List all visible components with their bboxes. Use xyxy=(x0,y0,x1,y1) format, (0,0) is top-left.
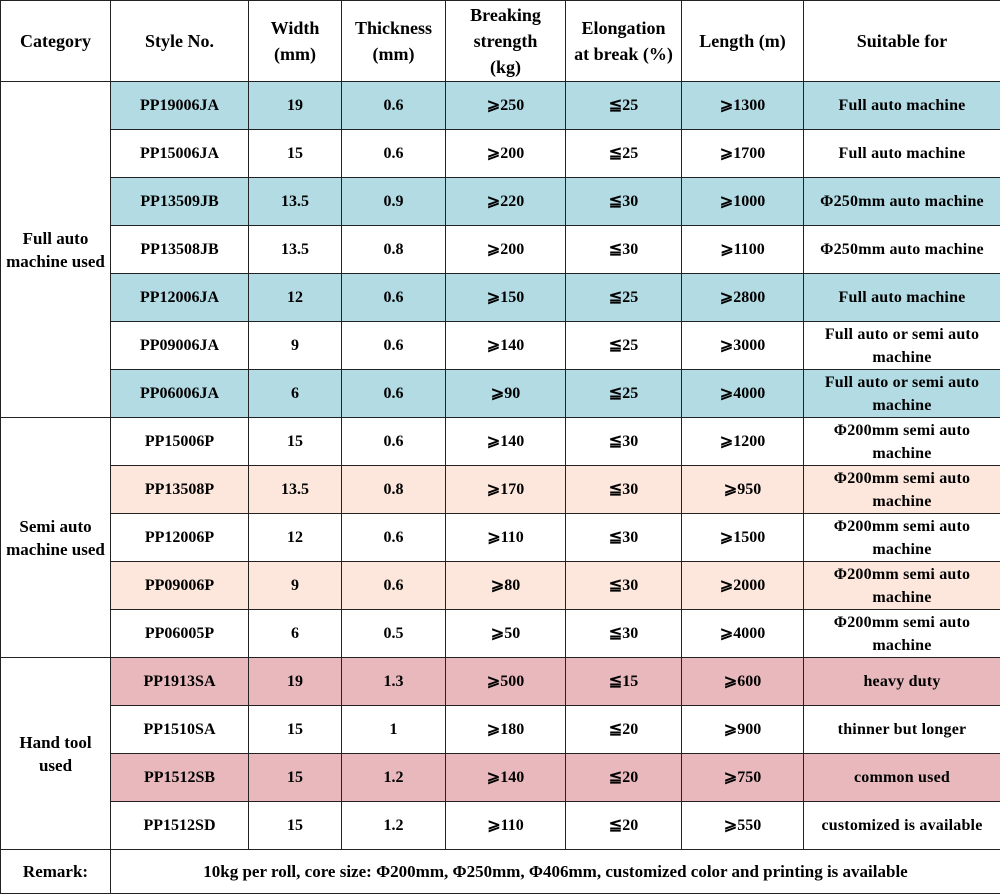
header-style-no: Style No. xyxy=(111,1,249,82)
cell-elongation: ≦30 xyxy=(566,178,682,226)
header-length: Length (m) xyxy=(682,1,804,82)
cell-length: ⩾3000 xyxy=(682,322,804,370)
cell-elongation: ≦20 xyxy=(566,802,682,850)
table-row xyxy=(1,610,1000,658)
cell-width: 12 xyxy=(249,274,342,322)
cell-elongation: ≦30 xyxy=(566,226,682,274)
cell-breaking-strength: ⩾140 xyxy=(446,754,566,802)
table-row xyxy=(1,130,1000,178)
cell-thickness: 0.6 xyxy=(342,418,446,466)
table-row xyxy=(1,562,1000,610)
cell-length: ⩾600 xyxy=(682,658,804,706)
cell-width: 6 xyxy=(249,370,342,418)
cell-breaking-strength: ⩾220 xyxy=(446,178,566,226)
table-row xyxy=(1,706,1000,754)
cell-suitable-for: Full auto or semi auto machine xyxy=(804,322,1000,370)
cell-elongation: ≦15 xyxy=(566,658,682,706)
cell-length: ⩾1000 xyxy=(682,178,804,226)
table-row xyxy=(1,178,1000,226)
table-row xyxy=(1,754,1000,802)
cell-style-no: PP12006JA xyxy=(111,274,249,322)
cell-style-no: PP1512SB xyxy=(111,754,249,802)
table-row xyxy=(1,418,1000,466)
cell-suitable-for: Φ250mm auto machine xyxy=(804,178,1000,226)
cell-elongation: ≦20 xyxy=(566,754,682,802)
cell-width: 9 xyxy=(249,322,342,370)
cell-style-no: PP15006P xyxy=(111,418,249,466)
cell-width: 15 xyxy=(249,130,342,178)
header-elongation: Elongation at break (%) xyxy=(566,1,682,82)
cell-breaking-strength: ⩾90 xyxy=(446,370,566,418)
table-row xyxy=(1,322,1000,370)
cell-thickness: 0.6 xyxy=(342,562,446,610)
cell-suitable-for: Full auto or semi auto machine xyxy=(804,370,1000,418)
cell-breaking-strength: ⩾140 xyxy=(446,322,566,370)
cell-thickness: 1.2 xyxy=(342,754,446,802)
cell-elongation: ≦20 xyxy=(566,706,682,754)
cell-elongation: ≦25 xyxy=(566,274,682,322)
table-row xyxy=(1,226,1000,274)
cell-width: 15 xyxy=(249,802,342,850)
cell-breaking-strength: ⩾170 xyxy=(446,466,566,514)
cell-thickness: 1 xyxy=(342,706,446,754)
cell-suitable-for: Φ200mm semi auto machine xyxy=(804,562,1000,610)
cell-style-no: PP09006P xyxy=(111,562,249,610)
table-row xyxy=(1,514,1000,562)
cell-breaking-strength: ⩾200 xyxy=(446,226,566,274)
table-row xyxy=(1,274,1000,322)
header-width: Width (mm) xyxy=(249,1,342,82)
remark-label: Remark: xyxy=(1,850,111,894)
remark-row xyxy=(1,850,1000,894)
cell-width: 19 xyxy=(249,658,342,706)
cell-thickness: 0.6 xyxy=(342,130,446,178)
cell-suitable-for: Φ200mm semi auto machine xyxy=(804,418,1000,466)
header-breaking-strength: Breaking strength (kg) xyxy=(446,1,566,82)
category-cell: Full auto machine used xyxy=(1,82,111,418)
cell-length: ⩾900 xyxy=(682,706,804,754)
cell-width: 15 xyxy=(249,706,342,754)
cell-breaking-strength: ⩾180 xyxy=(446,706,566,754)
cell-breaking-strength: ⩾110 xyxy=(446,802,566,850)
cell-breaking-strength: ⩾110 xyxy=(446,514,566,562)
category-cell: Hand tool used xyxy=(1,658,111,850)
cell-breaking-strength: ⩾500 xyxy=(446,658,566,706)
header-thickness: Thickness (mm) xyxy=(342,1,446,82)
cell-length: ⩾1100 xyxy=(682,226,804,274)
cell-elongation: ≦30 xyxy=(566,610,682,658)
cell-style-no: PP1913SA xyxy=(111,658,249,706)
cell-breaking-strength: ⩾140 xyxy=(446,418,566,466)
cell-width: 15 xyxy=(249,418,342,466)
cell-thickness: 1.2 xyxy=(342,802,446,850)
cell-style-no: PP06006JA xyxy=(111,370,249,418)
cell-elongation: ≦30 xyxy=(566,418,682,466)
header-suitable-for: Suitable for xyxy=(804,1,1000,82)
cell-elongation: ≦25 xyxy=(566,130,682,178)
table-row xyxy=(1,466,1000,514)
cell-suitable-for: Full auto machine xyxy=(804,82,1000,130)
cell-style-no: PP15006JA xyxy=(111,130,249,178)
table-row xyxy=(1,370,1000,418)
cell-elongation: ≦25 xyxy=(566,370,682,418)
cell-length: ⩾1500 xyxy=(682,514,804,562)
cell-length: ⩾550 xyxy=(682,802,804,850)
cell-length: ⩾1200 xyxy=(682,418,804,466)
table-row xyxy=(1,658,1000,706)
cell-length: ⩾4000 xyxy=(682,370,804,418)
cell-elongation: ≦30 xyxy=(566,466,682,514)
cell-style-no: PP13509JB xyxy=(111,178,249,226)
cell-suitable-for: Full auto machine xyxy=(804,274,1000,322)
cell-style-no: PP19006JA xyxy=(111,82,249,130)
cell-width: 19 xyxy=(249,82,342,130)
cell-length: ⩾1300 xyxy=(682,82,804,130)
cell-suitable-for: Φ200mm semi auto machine xyxy=(804,610,1000,658)
cell-suitable-for: thinner but longer xyxy=(804,706,1000,754)
category-cell: Semi auto machine used xyxy=(1,418,111,658)
cell-thickness: 0.6 xyxy=(342,322,446,370)
cell-thickness: 0.8 xyxy=(342,466,446,514)
cell-width: 13.5 xyxy=(249,226,342,274)
cell-style-no: PP12006P xyxy=(111,514,249,562)
cell-width: 9 xyxy=(249,562,342,610)
cell-breaking-strength: ⩾250 xyxy=(446,82,566,130)
cell-breaking-strength: ⩾200 xyxy=(446,130,566,178)
cell-suitable-for: heavy duty xyxy=(804,658,1000,706)
cell-width: 6 xyxy=(249,610,342,658)
cell-length: ⩾2000 xyxy=(682,562,804,610)
cell-thickness: 0.6 xyxy=(342,370,446,418)
table-row xyxy=(1,82,1000,130)
cell-suitable-for: customized is available xyxy=(804,802,1000,850)
cell-style-no: PP06005P xyxy=(111,610,249,658)
cell-width: 15 xyxy=(249,754,342,802)
cell-thickness: 0.8 xyxy=(342,226,446,274)
cell-thickness: 0.9 xyxy=(342,178,446,226)
cell-length: ⩾1700 xyxy=(682,130,804,178)
cell-style-no: PP1512SD xyxy=(111,802,249,850)
cell-elongation: ≦30 xyxy=(566,514,682,562)
cell-thickness: 1.3 xyxy=(342,658,446,706)
cell-width: 12 xyxy=(249,514,342,562)
cell-elongation: ≦25 xyxy=(566,322,682,370)
cell-breaking-strength: ⩾50 xyxy=(446,610,566,658)
cell-elongation: ≦30 xyxy=(566,562,682,610)
remark-text: 10kg per roll, core size: Φ200mm, Φ250mm, Φ406mm, customized color and printing is available xyxy=(111,850,1000,894)
cell-thickness: 0.6 xyxy=(342,274,446,322)
cell-length: ⩾4000 xyxy=(682,610,804,658)
cell-suitable-for: Φ200mm semi auto machine xyxy=(804,466,1000,514)
cell-length: ⩾950 xyxy=(682,466,804,514)
cell-suitable-for: Full auto machine xyxy=(804,130,1000,178)
cell-style-no: PP09006JA xyxy=(111,322,249,370)
cell-suitable-for: common used xyxy=(804,754,1000,802)
cell-style-no: PP1510SA xyxy=(111,706,249,754)
cell-length: ⩾750 xyxy=(682,754,804,802)
cell-elongation: ≦25 xyxy=(566,82,682,130)
cell-style-no: PP13508JB xyxy=(111,226,249,274)
cell-suitable-for: Φ250mm auto machine xyxy=(804,226,1000,274)
header-row xyxy=(1,1,1000,82)
table-row xyxy=(1,802,1000,850)
cell-thickness: 0.6 xyxy=(342,82,446,130)
cell-thickness: 0.6 xyxy=(342,514,446,562)
cell-breaking-strength: ⩾80 xyxy=(446,562,566,610)
cell-breaking-strength: ⩾150 xyxy=(446,274,566,322)
cell-suitable-for: Φ200mm semi auto machine xyxy=(804,514,1000,562)
header-category: Category xyxy=(1,1,111,82)
cell-width: 13.5 xyxy=(249,466,342,514)
cell-width: 13.5 xyxy=(249,178,342,226)
cell-style-no: PP13508P xyxy=(111,466,249,514)
cell-thickness: 0.5 xyxy=(342,610,446,658)
cell-length: ⩾2800 xyxy=(682,274,804,322)
